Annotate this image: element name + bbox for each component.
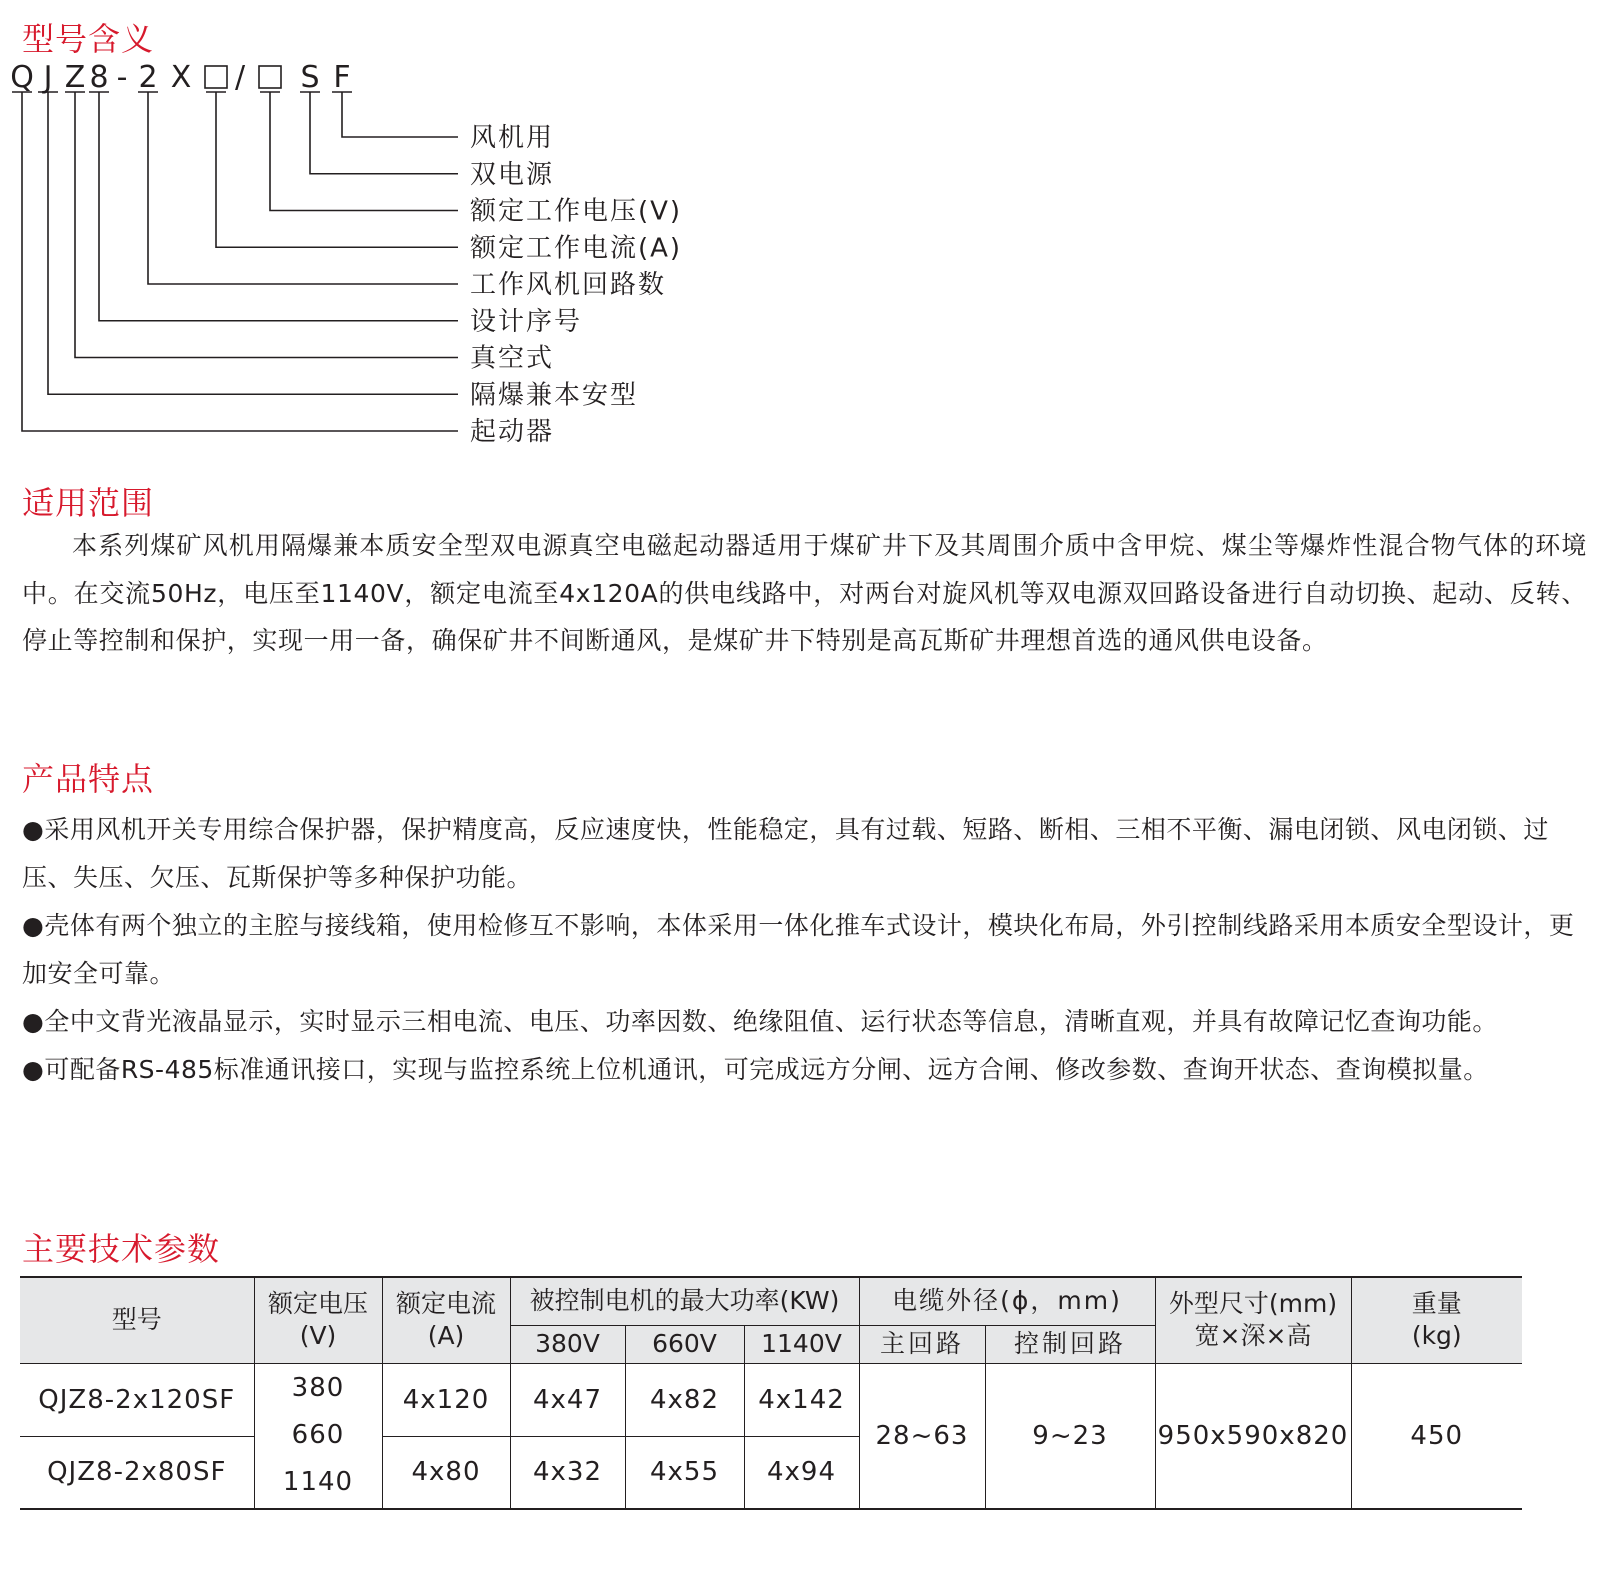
- leader-line: [216, 92, 458, 247]
- model-code-char: F: [333, 60, 351, 95]
- header-main-circuit: 主回路: [859, 1325, 985, 1363]
- section-title-features: 产品特点: [22, 760, 155, 798]
- model-code-char: 8: [89, 60, 109, 95]
- section-title-scope: 适用范围: [22, 484, 155, 522]
- model-code-label: 额定工作电压(V): [470, 196, 683, 227]
- leader-line: [270, 92, 458, 211]
- model-code-label: 隔爆兼本安型: [470, 380, 639, 411]
- model-code-label: 设计序号: [470, 306, 583, 337]
- model-code-char: S: [300, 60, 320, 95]
- cell-dimensions: 950x590x820: [1155, 1363, 1351, 1509]
- section-title-model-meaning: 型号含义: [22, 20, 155, 58]
- cell-power-660v: 4x55: [625, 1436, 744, 1509]
- feature-item: ●壳体有两个独立的主腔与接线箱，使用检修互不影响，本体采用一体化推车式设计，模块化布局，外引控制线路采用本质安全型设计，更加安全可靠。: [22, 911, 1575, 988]
- model-code-char: -: [116, 60, 128, 95]
- leader-line: [22, 92, 458, 431]
- cell-control-circuit: 9~23: [985, 1363, 1155, 1509]
- model-code-characters: [10, 60, 350, 95]
- model-code-char: J: [43, 60, 53, 95]
- header-rated-current: 额定电流 (A): [382, 1277, 510, 1363]
- leader-line: [310, 92, 458, 174]
- cell-power-1140v: 4x142: [744, 1363, 859, 1436]
- model-code-diagram: [0, 55, 760, 465]
- header-control-circuit: 控制回路: [985, 1325, 1155, 1363]
- feature-item: ●采用风机开关专用综合保护器，保护精度高，反应速度快，性能稳定，具有过载、短路、断相、三相不平衡、漏电闭锁、风电闭锁、过压、失压、欠压、瓦斯保护等多种保护功能。: [22, 815, 1549, 892]
- leader-line: [99, 92, 458, 321]
- header-cable-diameter: 电缆外径(ϕ，mm): [859, 1277, 1155, 1325]
- model-code-char: X: [170, 60, 192, 95]
- model-code-label: 工作风机回路数: [470, 270, 667, 300]
- cell-weight: 450: [1351, 1363, 1522, 1509]
- model-code-leader-lines: [12, 92, 458, 431]
- model-code-char: Z: [64, 60, 86, 95]
- cell-rated-voltage: 380 660 1140: [254, 1363, 382, 1509]
- model-code-char: 2: [138, 60, 158, 95]
- cell-power-660v: 4x82: [625, 1363, 744, 1436]
- leader-line: [75, 92, 458, 358]
- cell-power-380v: 4x32: [510, 1436, 625, 1509]
- leader-line: [148, 92, 458, 284]
- scope-paragraph: 本系列煤矿风机用隔爆兼本质安全型双电源真空电磁起动器适用于煤矿井下及其周围介质中含甲烷、煤尘等爆炸性混合物气体的环境中。在交流50Hz，电压至1140V，额定电流至4x120A的供电线路中，对两台对旋风机等双电源双回路设备进行自动切换、起动、反转、停止等控制和保护，实现一用一备，确保矿井不间断通风，是煤矿井下特别是高瓦斯矿井理想首选的通风供电设备。: [22, 531, 1587, 655]
- cell-power-380v: 4x47: [510, 1363, 625, 1436]
- placeholder-box: [205, 66, 227, 88]
- model-code-label: 真空式: [470, 343, 555, 374]
- model-code-char: /: [234, 60, 246, 95]
- cell-rated-current: 4x80: [382, 1436, 510, 1509]
- header-power-380v: 380V: [510, 1325, 625, 1363]
- header-power-660v: 660V: [625, 1325, 744, 1363]
- leader-line: [342, 92, 458, 137]
- model-code-char: Q: [10, 60, 34, 95]
- cell-rated-current: 4x120: [382, 1363, 510, 1436]
- model-code-label: 额定工作电流(A): [470, 233, 683, 264]
- header-rated-voltage: 额定电压 (V): [254, 1277, 382, 1363]
- header-model: 型号: [20, 1277, 254, 1363]
- header-power-1140v: 1140V: [744, 1325, 859, 1363]
- features-list: [22, 806, 1592, 1094]
- header-max-power: 被控制电机的最大功率(KW): [510, 1277, 859, 1325]
- model-code-label: 风机用: [470, 123, 555, 153]
- model-code-labels: [470, 123, 682, 447]
- placeholder-box: [259, 66, 281, 88]
- model-code-label: 双电源: [470, 159, 555, 190]
- cell-main-circuit: 28~63: [859, 1363, 985, 1509]
- cell-model: QJZ8-2x80SF: [20, 1436, 254, 1509]
- cell-power-1140v: 4x94: [744, 1436, 859, 1509]
- table-row: [20, 1363, 1522, 1436]
- tech-params-table: [20, 1276, 1522, 1510]
- section-title-tech-params: 主要技术参数: [22, 1230, 221, 1268]
- header-weight: 重量 (kg): [1351, 1277, 1522, 1363]
- header-dimensions: 外型尺寸(mm) 宽×深×高: [1155, 1277, 1351, 1363]
- model-code-label: 起动器: [470, 417, 555, 447]
- feature-item: ●全中文背光液晶显示，实时显示三相电流、电压、功率因数、绝缘阻值、运行状态等信息，清晰直观，并具有故障记忆查询功能。: [22, 1007, 1498, 1036]
- cell-model: QJZ8-2x120SF: [20, 1363, 254, 1436]
- feature-item: ●可配备RS-485标准通讯接口，实现与监控系统上位机通讯，可完成远方分闸、远方合闸、修改参数、查询开状态、查询模拟量。: [22, 1055, 1489, 1084]
